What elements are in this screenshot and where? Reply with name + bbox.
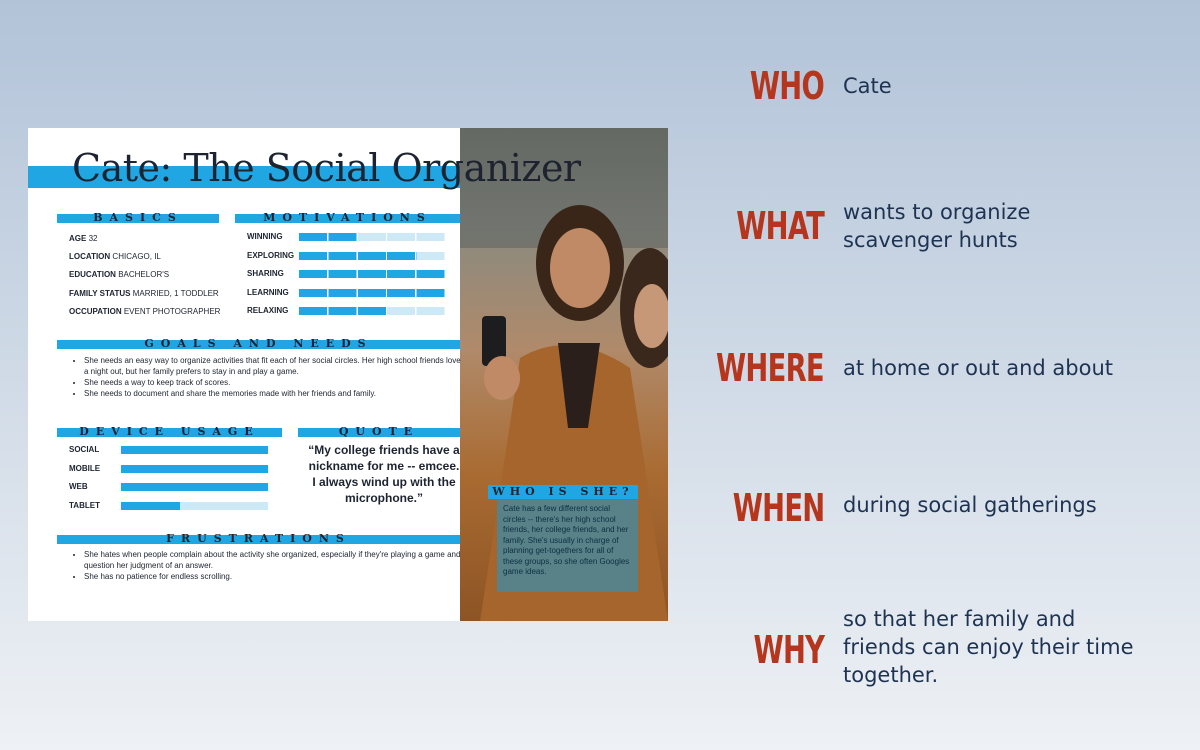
frustrations-list xyxy=(58,549,464,582)
when-value: during social gatherings xyxy=(843,493,1097,517)
device-label: SOCIAL xyxy=(69,445,100,454)
device-bar xyxy=(121,483,268,491)
device-bar-fill xyxy=(121,446,268,454)
goal-item: • She needs an easy way to organize activities that fit each of her social circles. Her high school friends love a night out, but her family prefers to stay in and play a game. xyxy=(84,355,464,377)
basics-heading: BASICS xyxy=(57,214,219,223)
quote-heading: QUOTE xyxy=(298,428,460,437)
device-usage-heading: DEVICE USAGE xyxy=(57,428,282,437)
motivation-bar-ticks xyxy=(299,307,446,315)
when-key: WHEN xyxy=(732,486,824,530)
where-value: at home or out and about xyxy=(843,356,1113,380)
goal-item: • She needs to document and share the memories made with her friends and family. xyxy=(84,388,464,399)
basics-row: LOCATION CHICAGO, IL xyxy=(69,252,161,261)
persona-title: Cate: The Social Organizer xyxy=(72,146,581,190)
frustration-item: • She has no patience for endless scrolling. xyxy=(84,571,464,582)
persona-card xyxy=(28,128,668,621)
motivation-bar xyxy=(299,307,446,315)
device-bar-fill xyxy=(121,483,268,491)
goals-heading: GOALS AND NEEDS xyxy=(57,340,460,349)
device-label: MOBILE xyxy=(69,463,101,473)
who-key: WHO xyxy=(749,64,824,108)
basics-row: FAMILY STATUS MARRIED, 1 TODDLER xyxy=(69,289,219,298)
motivation-bar xyxy=(299,289,446,297)
device-bar xyxy=(121,502,268,510)
what-value: wants to organize scavenger hunts xyxy=(843,200,1031,252)
motivation-label: WINNING xyxy=(247,232,283,241)
where-key: WHERE xyxy=(716,346,824,390)
motivations-heading: MOTIVATIONS xyxy=(235,214,460,223)
frustration-item: • She hates when people complain about the activity she organized, especially if they're playing a game and question her judgment of an answer. xyxy=(84,549,464,571)
device-label: TABLET xyxy=(69,500,100,510)
motivation-bar-ticks xyxy=(299,233,446,241)
motivation-label: SHARING xyxy=(247,269,284,278)
motivation-bar xyxy=(299,252,446,260)
persona-quote: “My college friends have a nickname for me -- emcee. I always wind up with the microphone.” xyxy=(308,443,460,505)
who-value: Cate xyxy=(843,74,892,98)
goals-list xyxy=(58,355,464,399)
who-is-she-heading: WHO IS SHE? xyxy=(488,485,638,499)
who-is-she-text: Cate has a few different social circles -- there's her high school friends, her college friends, and her family. She's usually in charge of planning get-togethers for all of these groups, so she often Googles game ideas. xyxy=(497,500,638,592)
goal-item: • She needs a way to keep track of scores. xyxy=(84,377,464,388)
device-bar xyxy=(121,465,268,473)
device-bar-fill xyxy=(121,465,268,473)
basics-row: OCCUPATION EVENT PHOTOGRAPHER xyxy=(69,307,221,316)
why-value: so that her family and friends can enjoy their time together. xyxy=(843,607,1134,687)
motivation-label: EXPLORING xyxy=(247,250,295,260)
motivation-label: RELAXING xyxy=(247,306,289,315)
device-bar-fill xyxy=(121,502,180,510)
what-key: WHAT xyxy=(736,204,824,248)
basics-row: AGE 32 xyxy=(69,234,98,243)
motivation-label: LEARNING xyxy=(247,287,289,297)
motivation-bar xyxy=(299,270,446,278)
frustrations-heading: FRUSTRATIONS xyxy=(57,535,460,544)
why-key: WHY xyxy=(753,628,824,672)
motivation-bar-ticks xyxy=(299,252,446,260)
device-label: WEB xyxy=(69,482,88,491)
basics-row: EDUCATION BACHELOR'S xyxy=(69,270,170,279)
motivation-bar-ticks xyxy=(299,270,446,278)
device-bar xyxy=(121,446,268,454)
motivation-bar xyxy=(299,233,446,241)
motivation-bar-ticks xyxy=(299,289,446,297)
